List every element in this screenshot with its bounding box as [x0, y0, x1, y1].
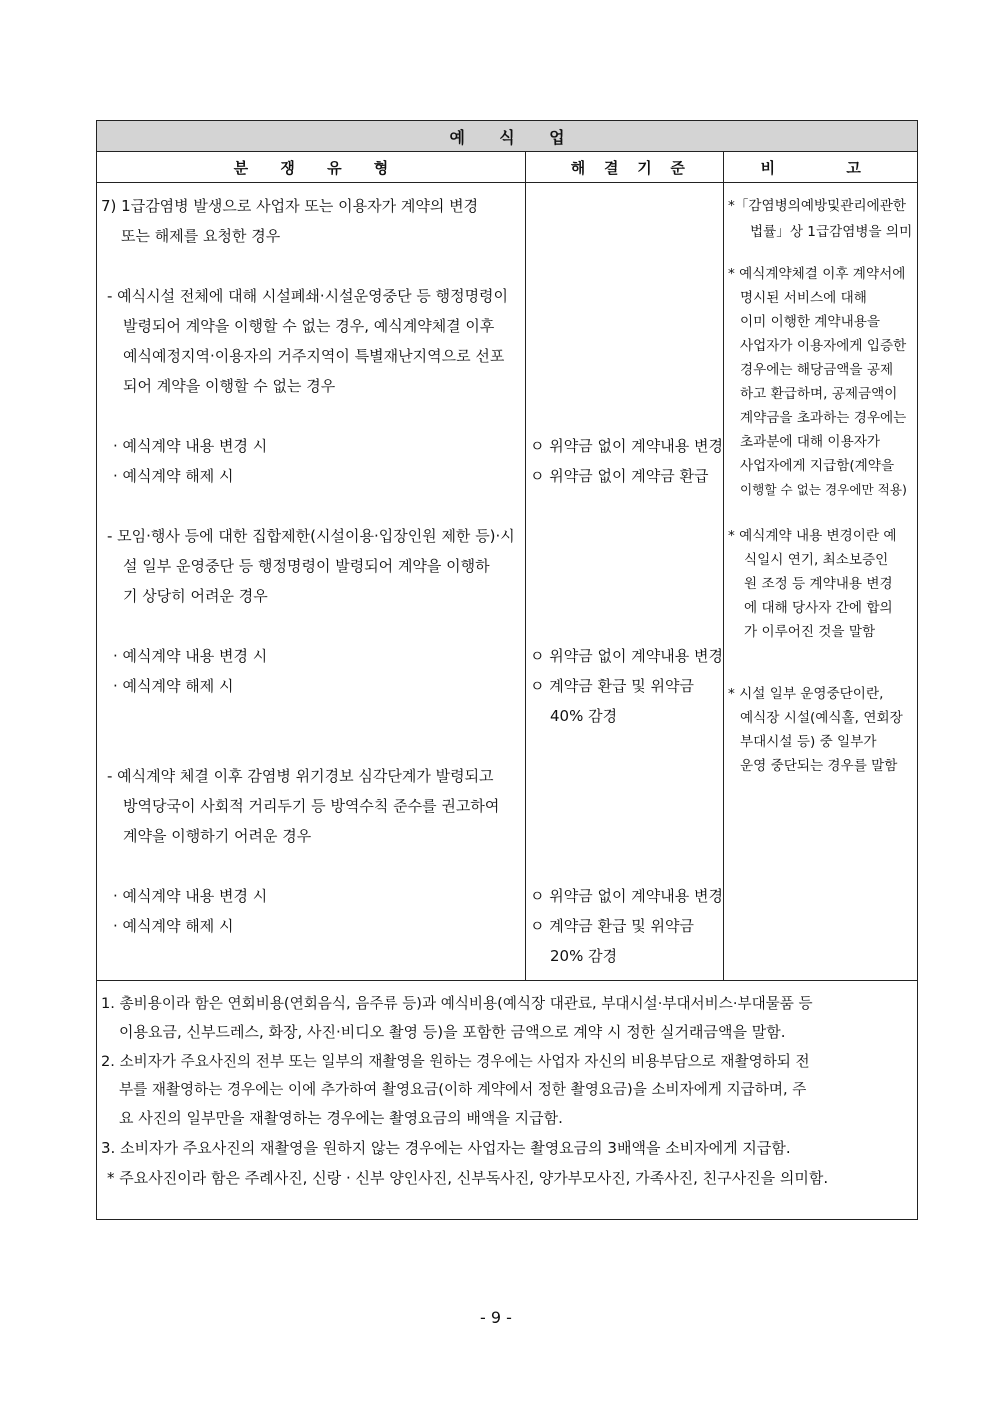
dispute-line: 기 상당히 어려운 경우 [123, 587, 268, 605]
resolution-line: ㅇ 위약금 없이 계약금 환급 [530, 467, 709, 485]
dispute-line: - 예식시설 전체에 대해 시설폐쇄·시설운영중단 등 행정명령이 [107, 287, 509, 305]
note-line: * 예식계약 내용 변경이란 예 [728, 528, 897, 544]
note-line: 이행할 수 없는 경우에만 적용) [740, 482, 907, 497]
dispute-resolution-table [96, 120, 918, 1220]
dispute-line: · 예식계약 해제 시 [113, 467, 234, 485]
dispute-line: 예식예정지역·이용자의 거주지역이 특별재난지역으로 선포 [123, 347, 505, 365]
resolution-line: ㅇ 위약금 없이 계약내용 변경 [530, 647, 723, 665]
footnote-line: 2. 소비자가 주요사진의 전부 또는 일부의 재촬영을 원하는 경우에는 사업자 자신의 비용부담으로 재촬영하되 전 [101, 1053, 810, 1070]
note-line: 명시된 서비스에 대해 [740, 290, 867, 306]
dispute-line: 또는 해제를 요청한 경우 [121, 227, 281, 245]
resolution-line: 20% 감경 [550, 947, 618, 965]
column-header-dispute: 분 쟁 유 형 [97, 152, 526, 183]
resolution-line: ㅇ 계약금 환급 및 위약금 [530, 677, 694, 695]
dispute-line: 방역당국이 사회적 거리두기 등 방역수칙 준수를 권고하여 [123, 797, 500, 815]
footnote-line: 3. 소비자가 주요사진의 재촬영을 원하지 않는 경우에는 사업자는 촬영요금의 3배액을 소비자에게 지급함. [101, 1139, 791, 1157]
note-line: 식일시 연기, 최소보증인 [744, 552, 889, 568]
dispute-line: 발령되어 계약을 이행할 수 없는 경우, 예식계약체결 이후 [123, 317, 495, 335]
note-line: 사업자가 이용자에게 입증한 [740, 338, 907, 354]
note-line: 예식장 시설(예식홀, 연회장 [740, 710, 903, 726]
dispute-cell [97, 183, 526, 981]
note-line: 하고 환급하며, 공제금액이 [740, 386, 898, 402]
page-number: - 9 - [480, 1308, 512, 1327]
note-line: *「감염병의예방및관리에관한 [728, 198, 906, 214]
note-line: 경우에는 해당금액을 공제 [740, 362, 894, 378]
footnote-line: 1. 총비용이라 함은 연회비용(연회음식, 음주류 등)과 예식비용(예식장 대관료, 부대시설·부대서비스·부대물품 등 [101, 995, 813, 1012]
dispute-line: 설 일부 운영중단 등 행정명령이 발령되어 계약을 이행하 [123, 557, 490, 575]
resolution-line: ㅇ 계약금 환급 및 위약금 [530, 917, 694, 935]
note-line: 부대시설 등) 중 일부가 [740, 734, 877, 750]
note-line: 초과분에 대해 이용자가 [740, 434, 880, 450]
note-line: 원 조정 등 계약내용 변경 [744, 576, 893, 592]
resolution-line: 40% 감경 [550, 707, 618, 725]
dispute-line: · 예식계약 해제 시 [113, 677, 234, 695]
footnote-line: 요 사진의 일부만을 재촬영하는 경우에는 촬영요금의 배액을 지급함. [119, 1109, 563, 1127]
resolution-cell [526, 183, 724, 981]
note-line: 법률」상 1급감염병을 의미 [750, 224, 913, 240]
footnote-line: 이용요금, 신부드레스, 화장, 사진·비디오 촬영 등)을 포함한 금액으로 계약 시 정한 실거래금액을 말함. [119, 1023, 786, 1041]
dispute-line: 되어 계약을 이행할 수 없는 경우 [123, 377, 336, 395]
footnote-line: * 주요사진이라 함은 주례사진, 신랑 · 신부 양인사진, 신부독사진, 양가부모사진, 가족사진, 친구사진을 의미함. [107, 1169, 829, 1187]
dispute-line: · 예식계약 내용 변경 시 [113, 887, 268, 905]
dispute-line: 계약을 이행하기 어려운 경우 [123, 827, 312, 845]
note-line: 사업자에게 지급함(계약을 [740, 458, 895, 474]
note-line: * 시설 일부 운영중단이란, [728, 686, 884, 702]
dispute-line: 7) 1급감염병 발생으로 사업자 또는 이용자가 계약의 변경 [101, 197, 479, 215]
dispute-line: · 예식계약 해제 시 [113, 917, 234, 935]
footnote-line: 부를 재촬영하는 경우에는 이에 추가하여 촬영요금(이하 계약에서 정한 촬영요금)을 소비자에게 지급하며, 주 [119, 1081, 807, 1098]
table-title [97, 121, 918, 152]
note-line: * 예식계약체결 이후 계약서에 [728, 266, 906, 282]
note-line: 계약금을 초과하는 경우에는 [740, 410, 907, 426]
dispute-line: · 예식계약 내용 변경 시 [113, 647, 268, 665]
note-line: 가 이루어진 것을 말함 [744, 624, 876, 640]
column-header-resolution: 해 결 기 준 [526, 152, 724, 183]
dispute-line: - 모임·행사 등에 대한 집합제한(시설이용·입장인원 제한 등)·시 [107, 527, 515, 545]
note-cell [724, 183, 918, 981]
note-line: 운영 중단되는 경우를 말함 [740, 758, 898, 774]
footnote-cell [97, 981, 918, 1220]
column-header-note: 비 고 [724, 152, 918, 183]
table-title-text: 예 식 업 [449, 127, 579, 147]
dispute-line: · 예식계약 내용 변경 시 [113, 437, 268, 455]
note-line: 에 대해 당사자 간에 합의 [744, 600, 893, 616]
resolution-line: ㅇ 위약금 없이 계약내용 변경 [530, 887, 723, 905]
dispute-line: - 예식계약 체결 이후 감염병 위기경보 심각단계가 발령되고 [107, 767, 494, 785]
note-line: 이미 이행한 계약내용을 [740, 314, 880, 330]
resolution-line: ㅇ 위약금 없이 계약내용 변경 [530, 437, 723, 455]
